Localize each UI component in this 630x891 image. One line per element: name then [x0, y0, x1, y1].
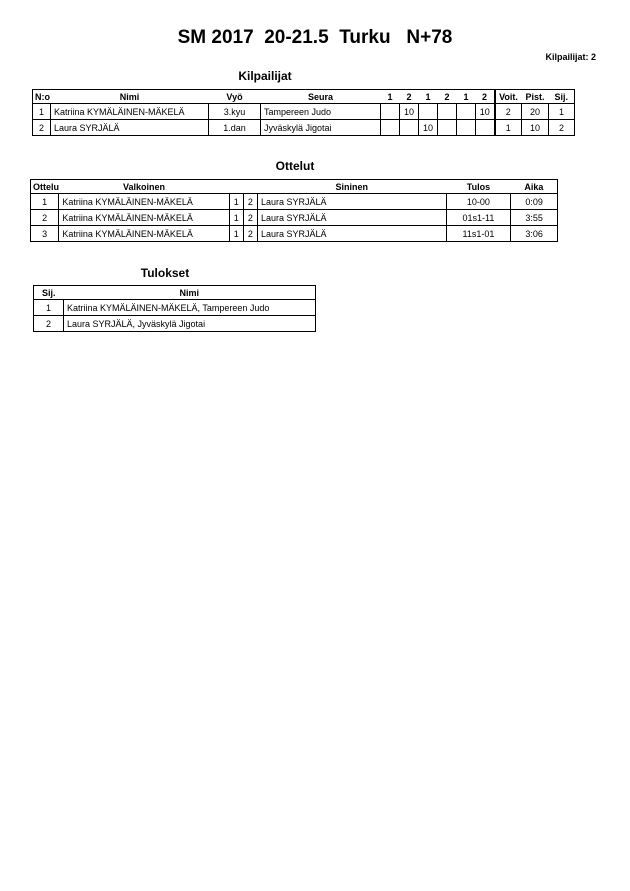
col-header: 2 [438, 90, 457, 104]
cell-score [457, 104, 476, 120]
cell-score [381, 120, 400, 136]
cell-club: Tampereen Judo [261, 104, 381, 120]
cell-name: Katriina KYMÄLÄINEN-MÄKELÄ [51, 104, 209, 120]
cell-score [438, 104, 457, 120]
cell-place: 2 [34, 316, 64, 332]
cell-place: 1 [34, 300, 64, 316]
cell-score [419, 104, 438, 120]
cell-time: 3:06 [511, 226, 558, 242]
cell-white: Katriina KYMÄLÄINEN-MÄKELÄ [59, 226, 229, 242]
cell-name: Laura SYRJÄLÄ [51, 120, 209, 136]
col-header: 2 [476, 90, 495, 104]
col-header: Nimi [64, 286, 316, 300]
cell-blue: Laura SYRJÄLÄ [258, 194, 447, 210]
cell-score: 10 [419, 120, 438, 136]
matches-header-row [31, 180, 558, 194]
page-title: SM 2017 20-21.5 Turku N+78 [177, 27, 453, 48]
cell-score [476, 120, 495, 136]
table-row [33, 104, 575, 120]
col-header: Nimi [51, 90, 209, 104]
competitor-count: Kilpailijat: 2 [545, 52, 596, 62]
results-table [33, 285, 316, 332]
cell-score: 10 [476, 104, 495, 120]
col-header: Vyö [209, 90, 261, 104]
table-row [31, 194, 558, 210]
col-header: Ottelu [31, 180, 59, 194]
col-header: 1 [419, 90, 438, 104]
cell-place: 2 [549, 120, 575, 136]
col-header: Sij. [34, 286, 64, 300]
col-header: Seura [261, 90, 381, 104]
cell-wins: 2 [495, 104, 522, 120]
cell-match-no: 2 [31, 210, 59, 226]
col-header: Voit. [495, 90, 522, 104]
cell-name: Katriina KYMÄLÄINEN-MÄKELÄ, Tampereen Judo [64, 300, 316, 316]
cell-result: 11s1-01 [446, 226, 511, 242]
col-header: Pist. [522, 90, 549, 104]
cell-white-no: 1 [229, 194, 243, 210]
table-row [31, 226, 558, 242]
table-row [34, 300, 316, 316]
col-header: 2 [400, 90, 419, 104]
cell-wins: 1 [495, 120, 522, 136]
cell-blue: Laura SYRJÄLÄ [258, 226, 447, 242]
cell-score [381, 104, 400, 120]
col-header: Sij. [549, 90, 575, 104]
cell-result: 10-00 [446, 194, 511, 210]
col-header: Tulos [446, 180, 511, 194]
cell-blue-no: 2 [243, 226, 257, 242]
cell-blue: Laura SYRJÄLÄ [258, 210, 447, 226]
col-header: 1 [457, 90, 476, 104]
col-header: Valkoinen [59, 180, 229, 194]
cell-blue-no: 2 [243, 210, 257, 226]
cell-points: 20 [522, 104, 549, 120]
table-row [33, 120, 575, 136]
col-header: 1 [381, 90, 400, 104]
cell-white: Katriina KYMÄLÄINEN-MÄKELÄ [59, 210, 229, 226]
cell-match-no: 1 [31, 194, 59, 210]
cell-result: 01s1-11 [446, 210, 511, 226]
results-heading: Tulokset [140, 266, 190, 280]
cell-score [438, 120, 457, 136]
col-header: Sininen [258, 180, 447, 194]
cell-no: 1 [33, 104, 51, 120]
cell-belt: 1.dan [209, 120, 261, 136]
cell-white: Katriina KYMÄLÄINEN-MÄKELÄ [59, 194, 229, 210]
cell-belt: 3.kyu [209, 104, 261, 120]
table-row [34, 316, 316, 332]
cell-score: 10 [400, 104, 419, 120]
cell-white-no: 1 [229, 210, 243, 226]
cell-club: Jyväskylä Jigotai [261, 120, 381, 136]
cell-points: 10 [522, 120, 549, 136]
results-header-row [34, 286, 316, 300]
cell-match-no: 3 [31, 226, 59, 242]
cell-time: 0:09 [511, 194, 558, 210]
cell-place: 1 [549, 104, 575, 120]
table-row [31, 210, 558, 226]
cell-no: 2 [33, 120, 51, 136]
cell-score [457, 120, 476, 136]
matches-table [30, 179, 558, 242]
competitors-heading: Kilpailijat [238, 69, 292, 83]
competitors-header-row [33, 90, 575, 104]
cell-score [400, 120, 419, 136]
cell-blue-no: 2 [243, 194, 257, 210]
cell-time: 3:55 [511, 210, 558, 226]
cell-name: Laura SYRJÄLÄ, Jyväskylä Jigotai [64, 316, 316, 332]
matches-heading: Ottelut [275, 159, 315, 173]
competitors-table [32, 89, 575, 136]
col-header: N:o [33, 90, 51, 104]
col-header: Aika [511, 180, 558, 194]
cell-white-no: 1 [229, 226, 243, 242]
